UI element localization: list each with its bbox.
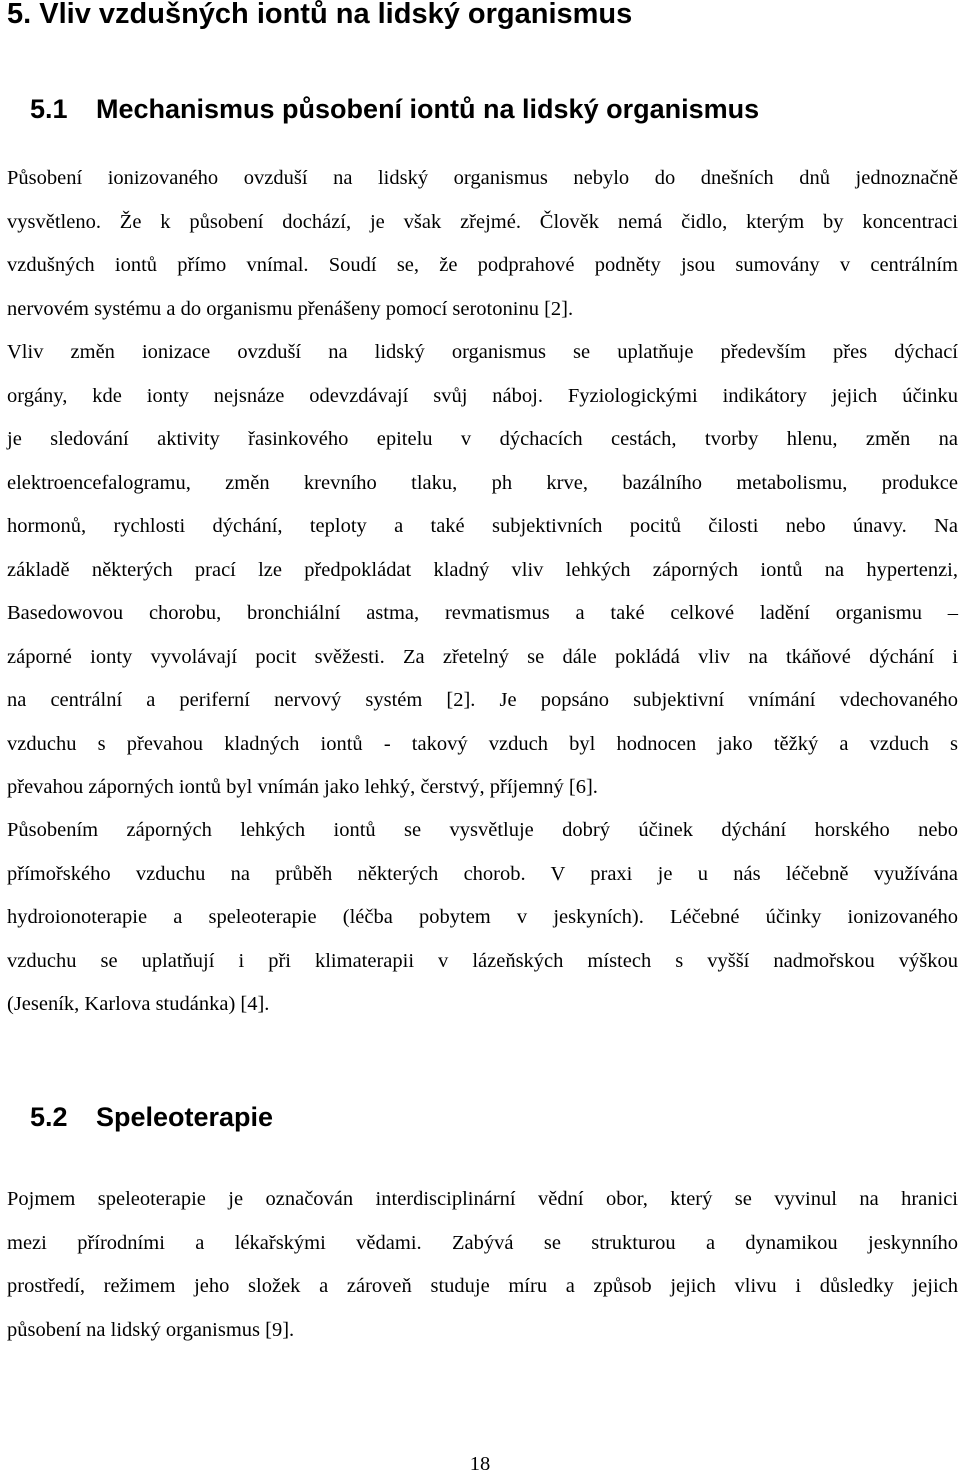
text-line: Basedowovou chorobu, bronchiální astma, revmatismus a také celkové ladění organismu – (7, 602, 958, 624)
text-line: převahou záporných iontů byl vnímán jako lehký, čerstvý, příjemný [6]. (7, 776, 598, 798)
text-line: vysvětleno. Že k působení dochází, je však zřejmé. Člověk nemá čidlo, kterým by koncentraci (7, 210, 958, 233)
section-heading-5-1 (30, 91, 759, 127)
section-heading-5-2 (30, 1099, 273, 1135)
text-line: vzduchu se uplatňují i při klimaterapii v lázeňských místech s vyšší nadmořskou výškou (7, 949, 958, 972)
text-line: přímořského vzduchu na průběh některých chorob. V praxi je u nás léčebně využívána (7, 862, 958, 885)
text-line: elektroencefalogramu, změn krevního tlaku, ph krve, bazálního metabolismu, produkce (7, 471, 958, 494)
text-line: hormonů, rychlosti dýchání, teploty a také subjektivních pocitů čilosti nebo únavy. Na (7, 515, 958, 537)
text-line: na centrální a periferní nervový systém [2]. Je popsáno subjektivní vnímání vdechovaného (7, 689, 958, 711)
section-title: Speleoterapie (96, 1102, 274, 1132)
text-line: orgány, kde ionty nejsnáze odevzdávají svůj náboj. Fyziologickými indikátory jejich účinku (7, 384, 958, 407)
text-line: vzdušných iontů přímo vnímal. Soudí se, že podprahové podněty jsou sumovány v centrálním (7, 254, 958, 276)
page-number: 18 (469, 1453, 491, 1475)
section-number: 5.2 (30, 1102, 68, 1132)
text-line: je sledování aktivity řasinkového epitelu v dýchacích cestách, tvorby hlenu, změn na (7, 428, 958, 450)
text-line: (Jeseník, Karlova studánka) [4]. (7, 993, 270, 1015)
text-line: Pojmem speleoterapie je označován interdisciplinární vědní obor, který se vyvinul na hranici (7, 1188, 958, 1210)
paragraph-2 (7, 331, 958, 810)
text-line: vzduchu s převahou kladných iontů - takový vzduch byl hodnocen jako těžký a vzduch s (7, 732, 958, 755)
paragraph-4 (7, 1178, 958, 1352)
text-line: Působení ionizovaného ovzduší na lidský organismus nebylo do dnešních dnů jednoznačně (7, 167, 958, 189)
text-line: hydroionoterapie a speleoterapie (léčba pobytem v jeskyních). Léčebné účinky ionizovaného (7, 906, 958, 928)
text-line: Vliv změn ionizace ovzduší na lidský organismus se uplatňuje především přes dýchací (7, 341, 958, 363)
text-line: prostředí, režimem jeho složek a zároveň studuje míru a způsob jejich vlivu i důsledky jejich (7, 1275, 958, 1297)
section-title: Mechanismus působení iontů na lidský organismus (96, 94, 760, 124)
text-line: základě některých prací lze předpokládat kladný vliv lehkých záporných iontů na hypertenzi, (7, 558, 958, 581)
text-line: mezi přírodními a lékařskými vědami. Zabývá se strukturou a dynamikou jeskynního (7, 1231, 958, 1254)
text-line: působení na lidský organismus [9]. (7, 1318, 295, 1341)
text-line: nervovém systému a do organismu přenášeny pomocí serotoninu [2]. (7, 297, 574, 320)
paragraph-1 (7, 157, 958, 331)
chapter-title: 5. Vliv vzdušných iontů na lidský organismus (7, 0, 633, 30)
text-line: Působením záporných lehkých iontů se vysvětluje dobrý účinek dýchání horského nebo (7, 819, 958, 841)
section-number: 5.1 (30, 94, 68, 124)
text-line: záporné ionty vyvolávají pocit svěžesti. Za zřetelný se dále pokládá vliv na tkáňové dýchání i (7, 645, 958, 668)
paragraph-3 (7, 809, 958, 1027)
